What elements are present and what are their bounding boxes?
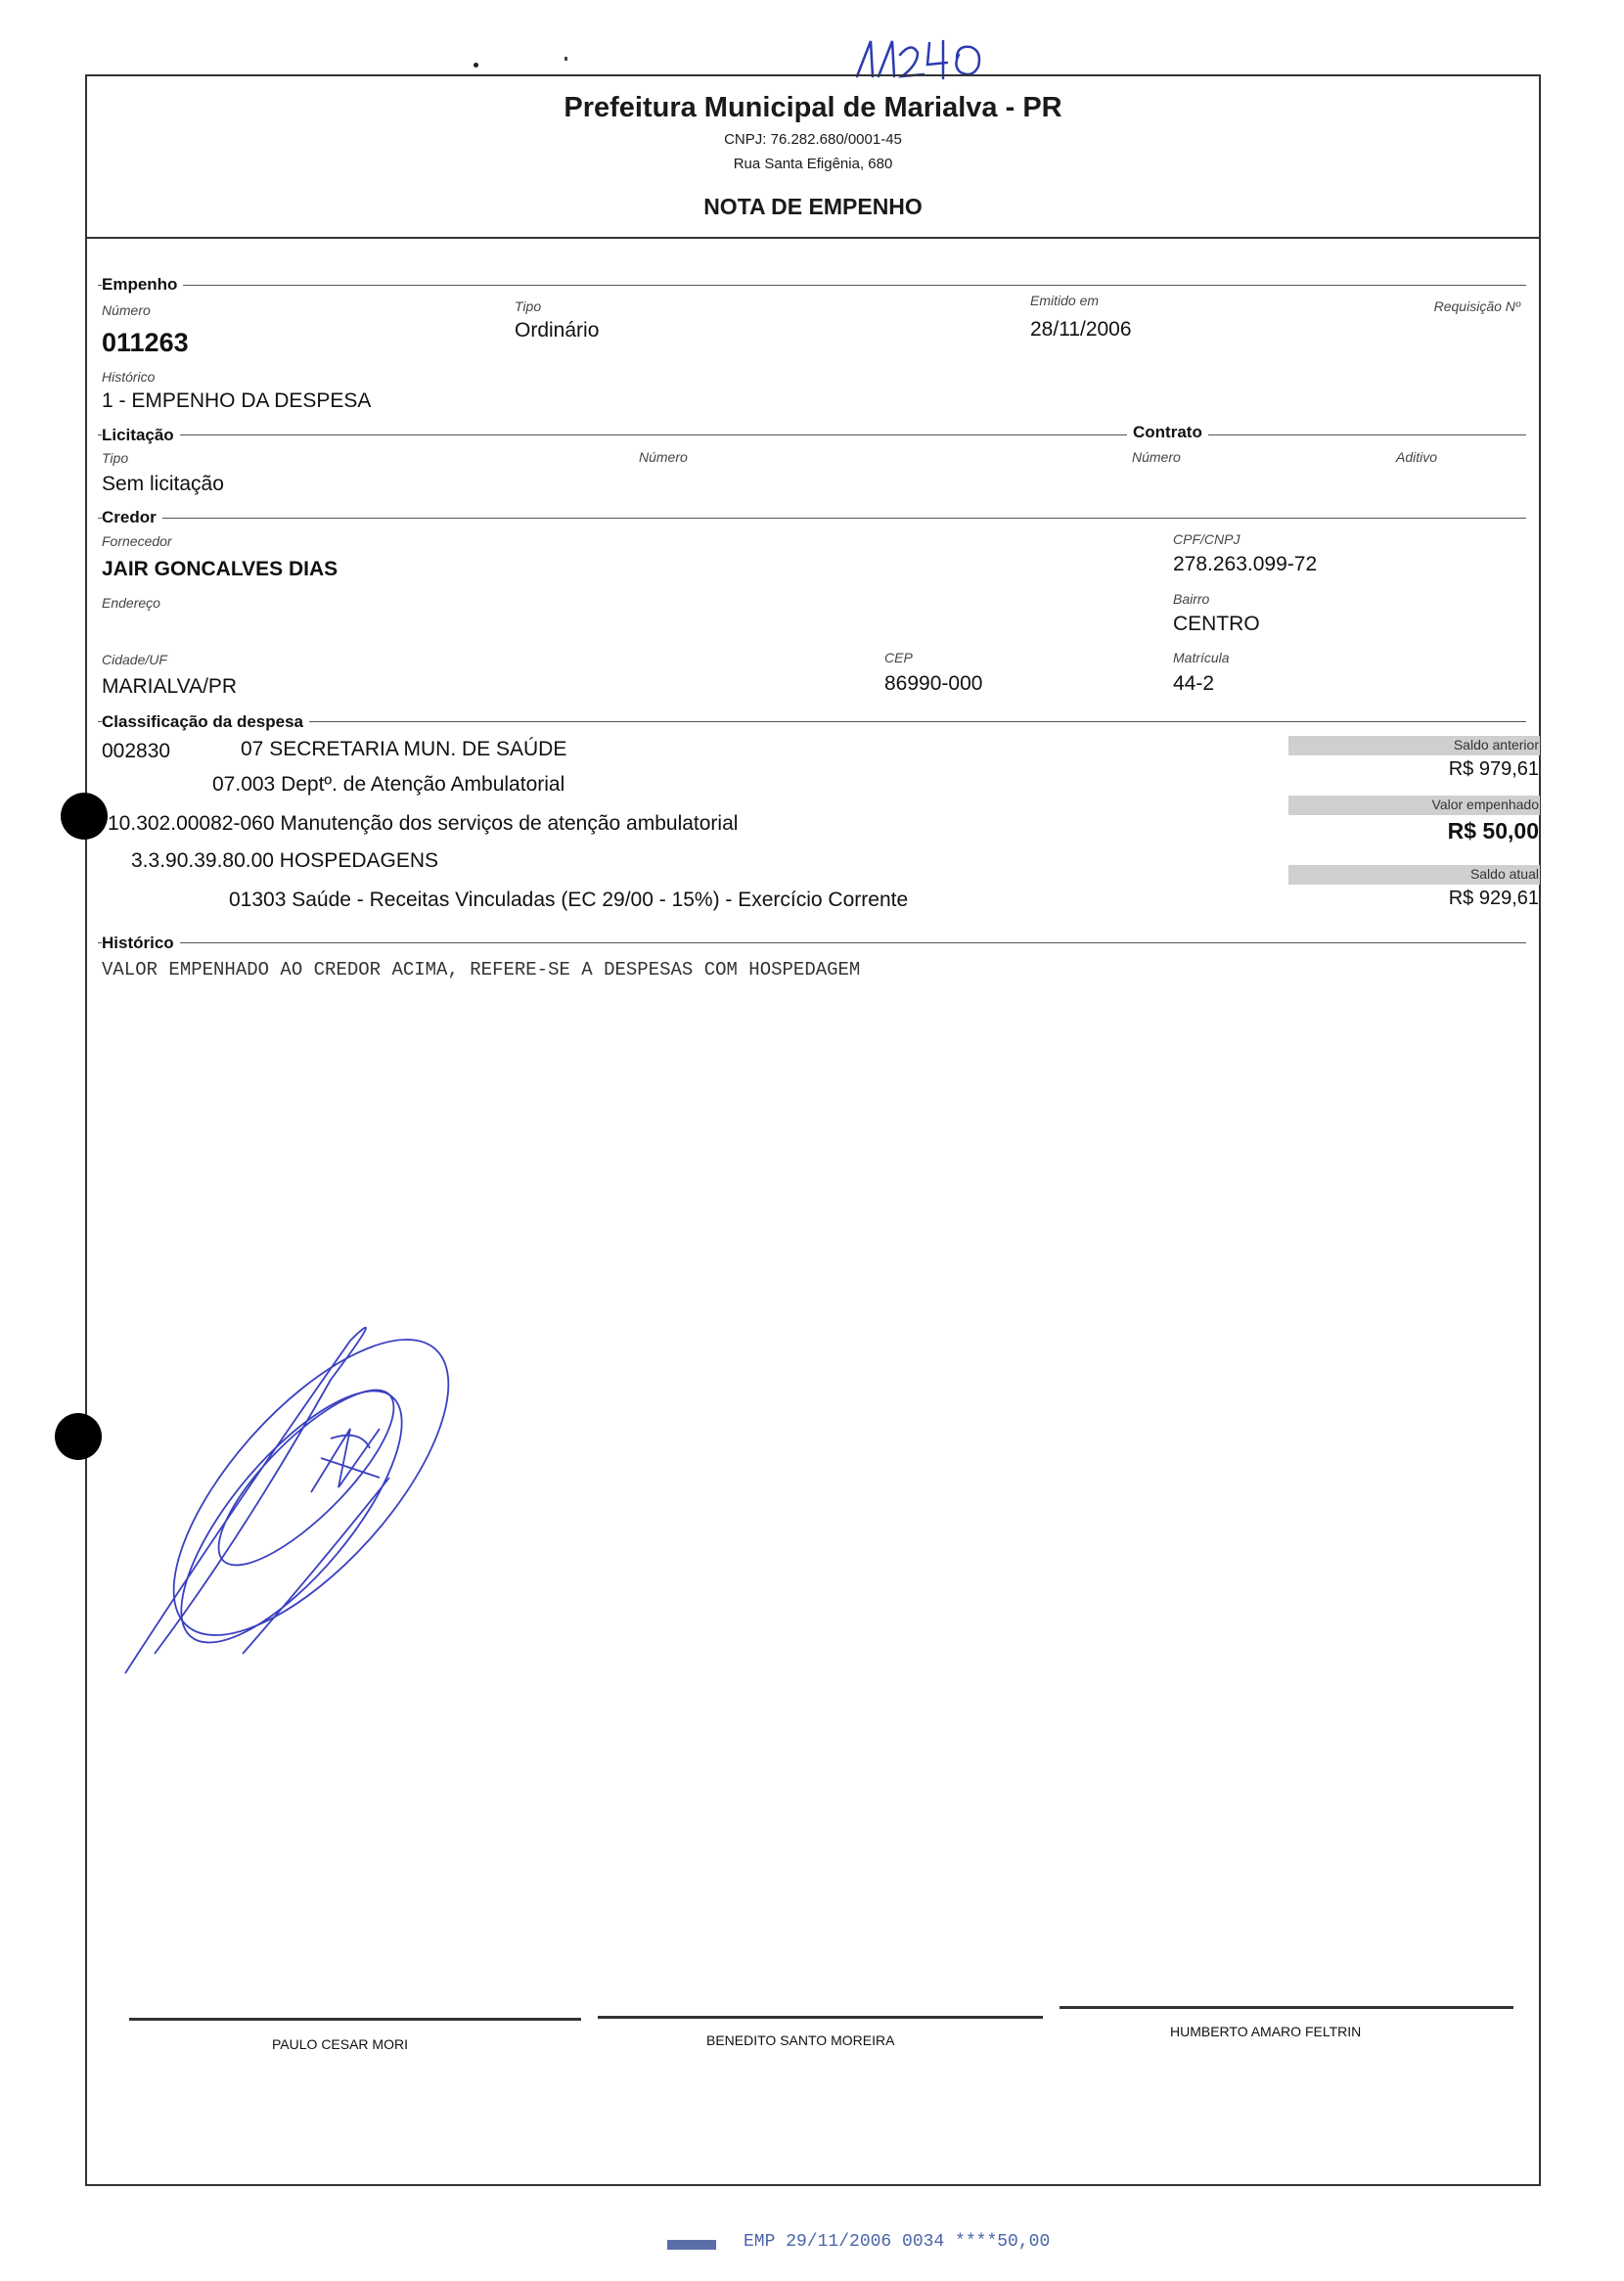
- document-title: NOTA DE EMPENHO: [703, 194, 923, 219]
- signature-line-3: [1060, 2006, 1513, 2009]
- classificacao-funcional: 10.302.00082-060 Manutenção dos serviços de atenção ambulatorial: [108, 812, 739, 835]
- valor-empenhado-value: R$ 50,00: [1447, 818, 1539, 844]
- empenho-tipo: Ordinário: [515, 319, 600, 342]
- licitacao-tipo-label: Tipo: [102, 450, 129, 466]
- requisicao-label: Requisição Nº: [1433, 298, 1520, 314]
- punch-hole-bottom: [55, 1413, 102, 1460]
- address-text: Rua Santa Efigênia, 680: [733, 156, 893, 172]
- matricula-value: 44-2: [1173, 672, 1215, 695]
- licitacao-numero-label: Número: [639, 449, 688, 465]
- tipo-label: Tipo: [515, 298, 542, 314]
- matricula-label: Matrícula: [1173, 650, 1230, 665]
- signatory-3: HUMBERTO AMARO FELTRIN: [1170, 2024, 1362, 2039]
- classificacao-orgao: 07 SECRETARIA MUN. DE SAÚDE: [241, 738, 567, 760]
- header-divider: [85, 237, 1541, 239]
- historico-text: VALOR EMPENHADO AO CREDOR ACIMA, REFERE-SE A DESPESAS COM HOSPEDAGEM: [102, 959, 861, 981]
- licitacao-rule: [98, 434, 1526, 435]
- signature-line-2: [598, 2016, 1043, 2019]
- licitacao-tipo: Sem licitação: [102, 473, 224, 495]
- saldo-anterior-label: Saldo anterior: [1453, 737, 1539, 753]
- credor-section-label: Credor: [102, 508, 162, 527]
- signature-line-1: [129, 2018, 581, 2021]
- cep-label: CEP: [884, 650, 913, 665]
- historico-section-label: Histórico: [102, 934, 180, 953]
- signatory-1: PAULO CESAR MORI: [272, 2036, 408, 2052]
- fornecedor-name: JAIR GONCALVES DIAS: [102, 558, 338, 580]
- bairro-label: Bairro: [1173, 591, 1210, 607]
- historico-label: Histórico: [102, 369, 156, 385]
- historico-rule: [98, 942, 1526, 943]
- municipality-title: Prefeitura Municipal de Marialva - PR: [564, 92, 1062, 123]
- classificacao-section-label: Classificação da despesa: [102, 712, 309, 732]
- classificacao-unidade: 07.003 Deptº. de Atenção Ambulatorial: [212, 773, 565, 796]
- saldo-anterior-value: R$ 979,61: [1448, 758, 1539, 780]
- numero-label: Número: [102, 302, 151, 318]
- emitido-label: Emitido em: [1030, 293, 1100, 308]
- empenho-historico: 1 - EMPENHO DA DESPESA: [102, 389, 372, 412]
- speck: [474, 63, 478, 68]
- signature-scribble: [96, 1282, 526, 1712]
- cpf-label: CPF/CNPJ: [1173, 531, 1241, 547]
- cidade-value: MARIALVA/PR: [102, 675, 238, 698]
- cnpj-text: CNPJ: 76.282.680/0001-45: [724, 131, 902, 148]
- signatory-2: BENEDITO SANTO MOREIRA: [706, 2032, 895, 2048]
- classificacao-rule: [98, 721, 1526, 722]
- cidade-label: Cidade/UF: [102, 652, 167, 667]
- cep-value: 86990-000: [884, 672, 983, 695]
- punch-hole-top: [61, 793, 108, 840]
- licitacao-section-label: Licitação: [102, 426, 180, 445]
- emitido-date: 28/11/2006: [1030, 318, 1132, 341]
- footer-stamp: EMP 29/11/2006 0034 ****50,00: [744, 2232, 1051, 2252]
- empenho-number: 011263: [102, 328, 189, 357]
- footer-stamp-logo: [667, 2240, 716, 2250]
- signature-drawing: [96, 1282, 526, 1712]
- classificacao-recurso: 01303 Saúde - Receitas Vinculadas (EC 29/00 - 15%) - Exercício Corrente: [229, 889, 909, 911]
- classificacao-elemento: 3.3.90.39.80.00 HOSPEDAGENS: [131, 849, 439, 872]
- valor-empenhado-label: Valor empenhado: [1431, 797, 1539, 812]
- empenho-rule: [98, 285, 1526, 286]
- aditivo-label: Aditivo: [1396, 449, 1438, 465]
- bairro-value: CENTRO: [1173, 613, 1260, 635]
- contrato-section-label: Contrato: [1127, 423, 1208, 442]
- contrato-numero-label: Número: [1132, 449, 1181, 465]
- empenho-section-label: Empenho: [102, 275, 183, 295]
- endereco-label: Endereço: [102, 595, 160, 611]
- classificacao-code: 002830: [102, 740, 171, 762]
- cpf-value: 278.263.099-72: [1173, 553, 1318, 575]
- fornecedor-label: Fornecedor: [102, 533, 172, 549]
- saldo-atual-value: R$ 929,61: [1448, 888, 1539, 909]
- saldo-atual-label: Saldo atual: [1469, 866, 1539, 882]
- credor-rule: [98, 518, 1526, 519]
- speck: [564, 57, 567, 61]
